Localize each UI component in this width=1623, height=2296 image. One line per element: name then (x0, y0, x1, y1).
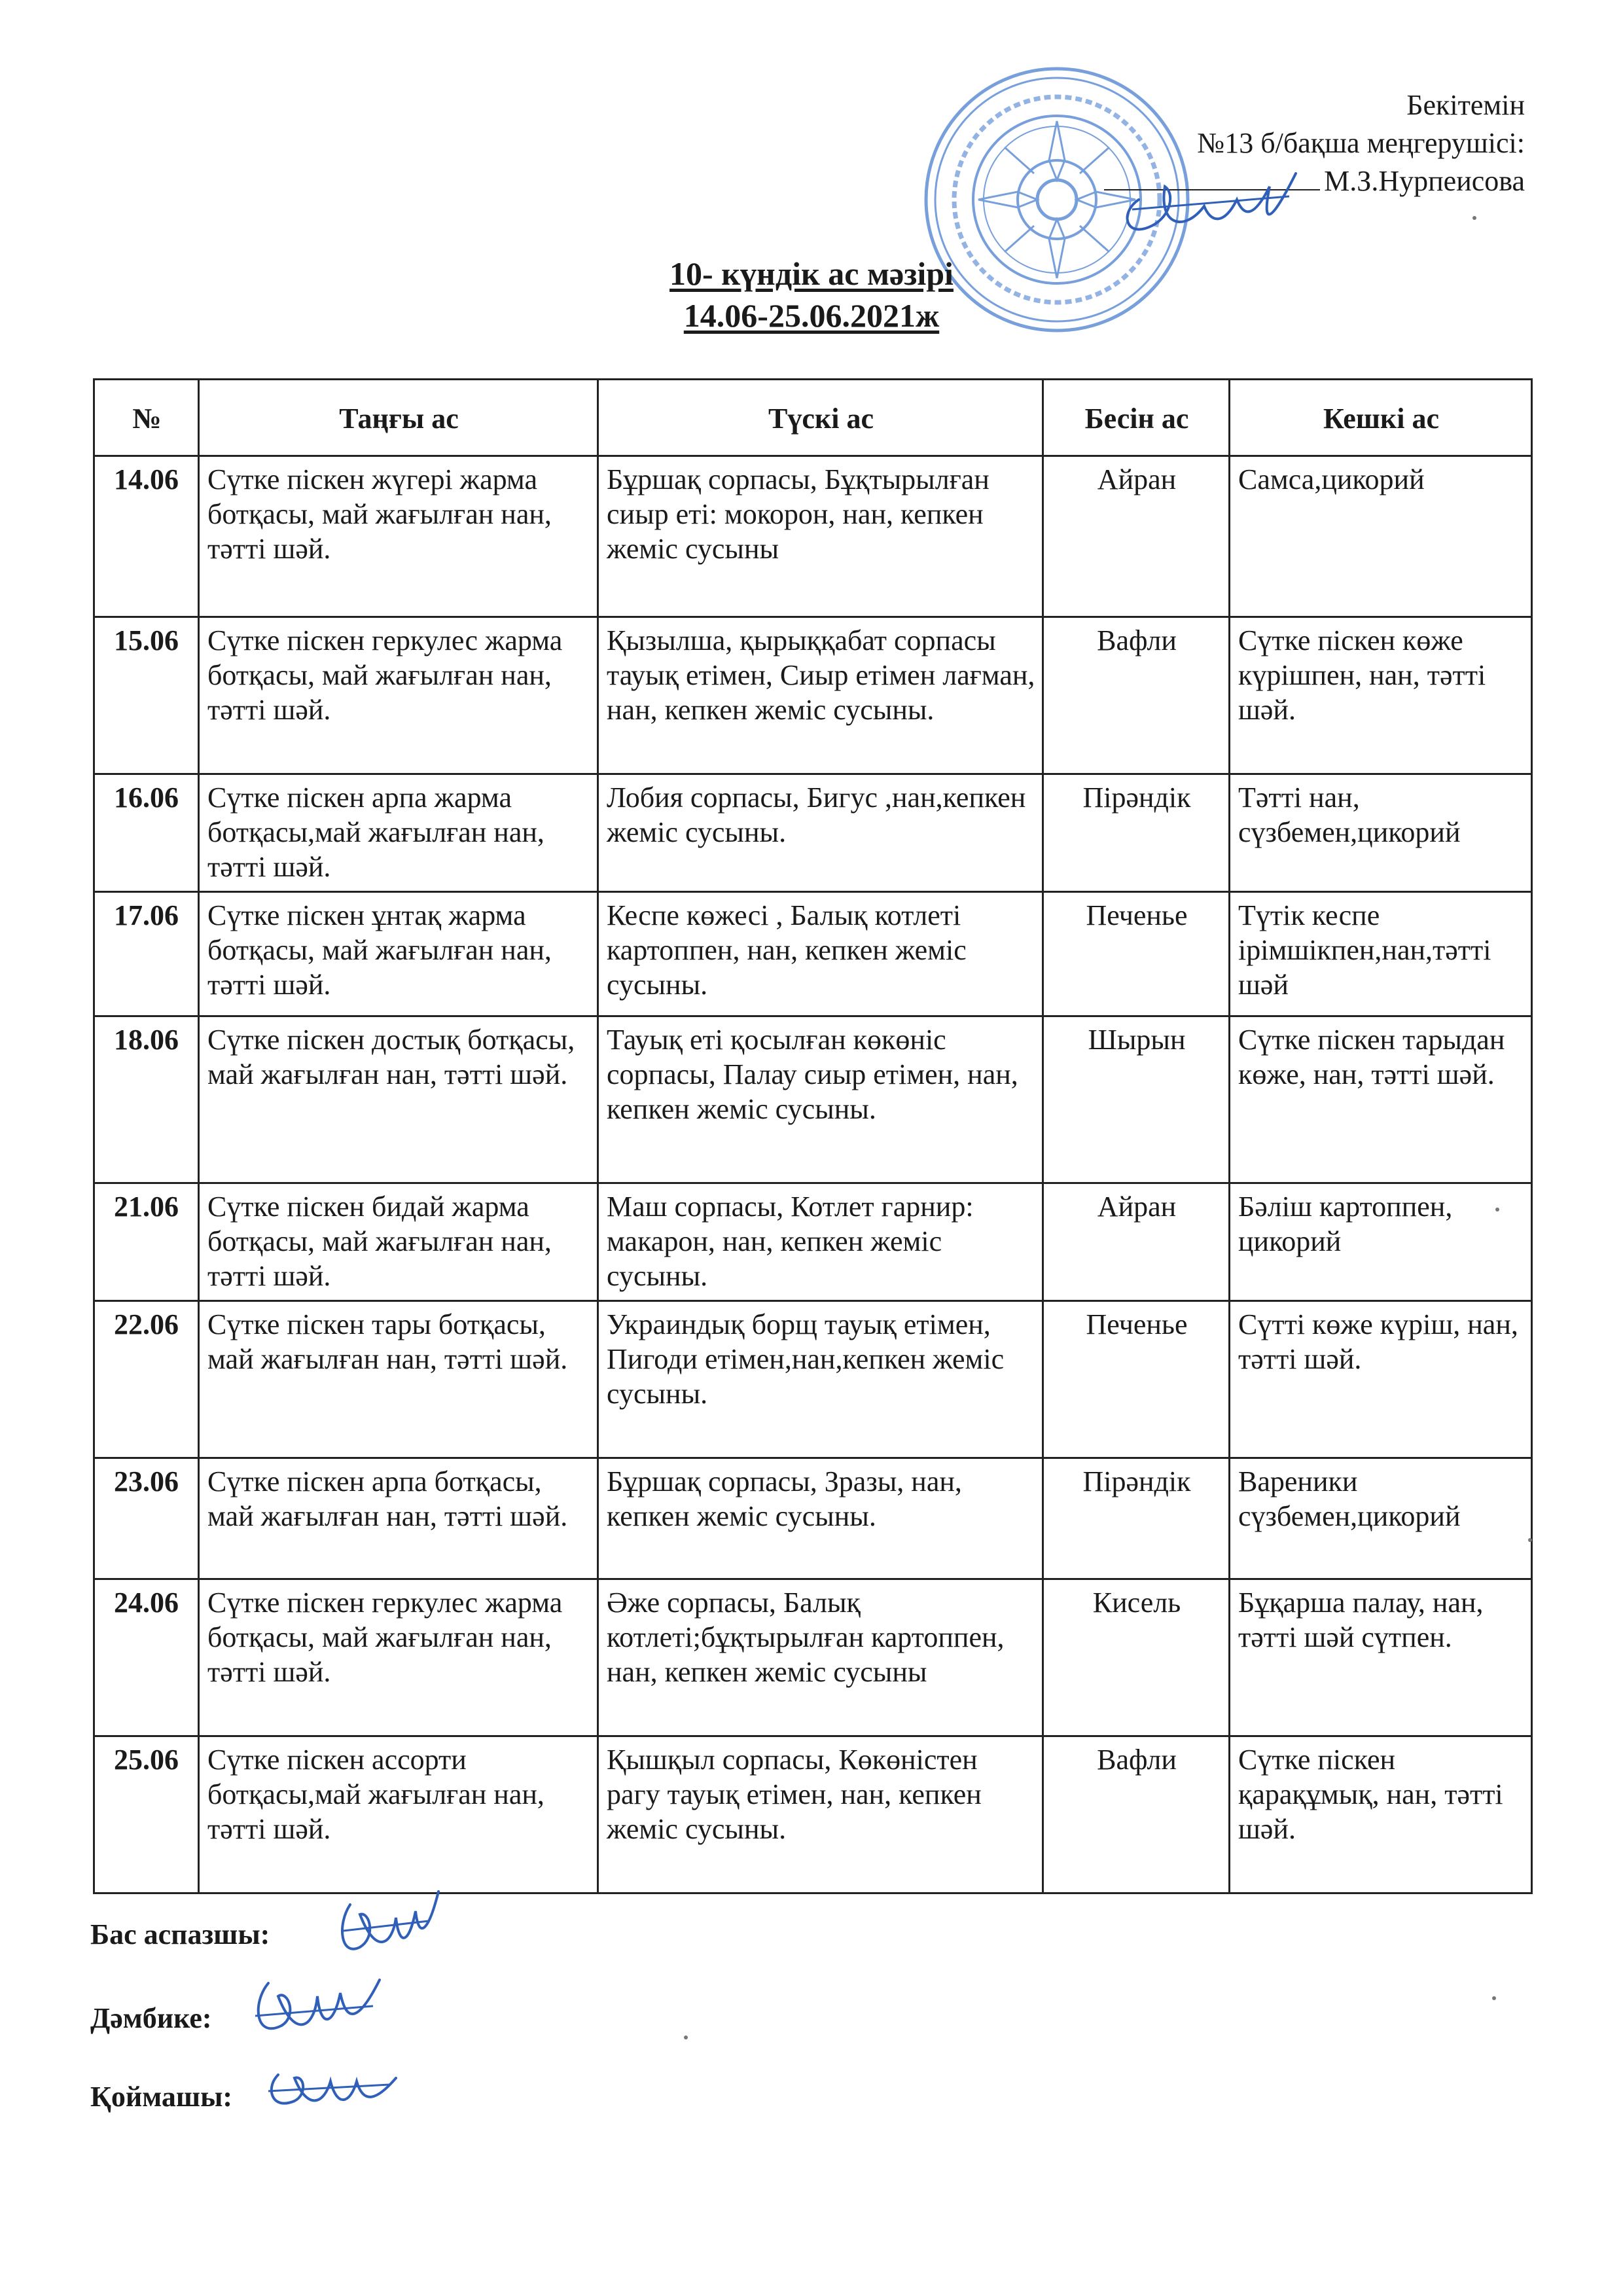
row-dinner: Сүтке піскен көже күрішпен, нан, тәтті шәй. (1230, 617, 1532, 774)
row-lunch: Украиндық борщ тауық етімен, Пигоди етімен,нан,кепкен жеміс сусыны. (598, 1301, 1043, 1458)
row-date: 14.06 (94, 456, 199, 617)
row-snack: Кисель (1043, 1579, 1230, 1736)
scan-speck (1495, 1208, 1499, 1211)
table-row (94, 1301, 1532, 1458)
row-dinner: Сүтті көже күріш, нан, тәтті шәй. (1230, 1301, 1532, 1458)
row-lunch: Қышқыл сорпасы, Көкөністен рагу тауық етімен, нан, кепкен жеміс сусыны. (598, 1736, 1043, 1893)
row-date: 24.06 (94, 1579, 199, 1736)
row-breakfast: Сүтке піскен ассорти ботқасы,май жағылған нан, тәтті шәй. (199, 1736, 598, 1893)
row-snack: Печенье (1043, 1301, 1230, 1458)
table-header-row (94, 380, 1532, 456)
table-row (94, 892, 1532, 1016)
row-breakfast: Сүтке піскен ұнтақ жарма ботқасы, май жағылған нан, тәтті шәй. (199, 892, 598, 1016)
menu-period: 14.06-25.06.2021ж (683, 297, 940, 334)
storekeeper-signature (259, 2055, 402, 2121)
menu-table (93, 378, 1533, 1894)
approval-position: №13 б/бақша меңгерушісі: (1197, 127, 1525, 159)
row-breakfast: Сүтке піскен тары ботқасы, май жағылған нан, тәтті шәй. (199, 1301, 598, 1458)
storekeeper-label: Қоймашы: (90, 2081, 233, 2113)
row-date: 21.06 (94, 1183, 199, 1301)
row-dinner: Бұқарша палау, нан, тәтті шәй сүтпен. (1230, 1579, 1532, 1736)
row-date: 23.06 (94, 1458, 199, 1579)
row-snack: Айран (1043, 1183, 1230, 1301)
scan-speck (1492, 1996, 1496, 2000)
row-breakfast: Сүтке піскен бидай жарма ботқасы, май жағылған нан, тәтті шәй. (199, 1183, 598, 1301)
row-dinner: Тәтті нан, сүзбемен,цикорий (1230, 774, 1532, 892)
header-breakfast: Таңғы ас (199, 380, 598, 456)
row-date: 17.06 (94, 892, 199, 1016)
approver-name: М.З.Нурпеисова (1324, 165, 1525, 197)
row-breakfast: Сүтке піскен геркулес жарма ботқасы, май жағылған нан, тәтті шәй. (199, 1579, 598, 1736)
nurse-signature (242, 1967, 386, 2052)
header-afternoon-snack: Бесін ас (1043, 380, 1230, 456)
scan-speck (1528, 1538, 1532, 1542)
row-date: 22.06 (94, 1301, 199, 1458)
row-date: 18.06 (94, 1016, 199, 1183)
row-lunch: Бұршақ сорпасы, Зразы, нан, кепкен жеміс сусыны. (598, 1458, 1043, 1579)
row-breakfast: Сүтке піскен геркулес жарма ботқасы, май жағылған нан, тәтті шәй. (199, 617, 598, 774)
row-dinner: Түтік кеспе ірімшікпен,нан,тәтті шәй (1230, 892, 1532, 1016)
row-lunch: Маш сорпасы, Котлет гарнир: макарон, нан, кепкен жеміс сусыны. (598, 1183, 1043, 1301)
table-row (94, 1579, 1532, 1736)
approval-title: Бекітемін (1406, 89, 1525, 121)
row-breakfast: Сүтке піскен достық ботқасы, май жағылған нан, тәтті шәй. (199, 1016, 598, 1183)
row-lunch: Бұршақ сорпасы, Бұқтырылған сиыр еті: мокорон, нан, кепкен жеміс сусыны (598, 456, 1043, 617)
row-snack: Печенье (1043, 892, 1230, 1016)
row-dinner: Самса,цикорий (1230, 456, 1532, 617)
row-lunch: Қызылша, қырыққабат сорпасы тауық етімен, Сиыр етімен лағман, нан, кепкен жеміс сусыны. (598, 617, 1043, 774)
row-snack: Вафли (1043, 617, 1230, 774)
row-lunch: Әже сорпасы, Балық котлеті;бұқтырылған картоппен, нан, кепкен жеміс сусыны (598, 1579, 1043, 1736)
row-date: 16.06 (94, 774, 199, 892)
row-dinner: Вареники сүзбемен,цикорий (1230, 1458, 1532, 1579)
table-row (94, 774, 1532, 892)
scan-speck (684, 2036, 688, 2039)
scan-speck (1472, 216, 1476, 220)
chef-signature (330, 1885, 442, 1977)
row-lunch: Кеспе көжесі , Балық котлеті картоппен, нан, кепкен жеміс сусыны. (598, 892, 1043, 1016)
row-lunch: Лобия сорпасы, Бигус ,нан,кепкен жеміс сусыны. (598, 774, 1043, 892)
chef-label: Бас аспазшы: (90, 1918, 270, 1950)
row-lunch: Тауық еті қосылған көкөніс сорпасы, Палау сиыр етімен, нан, кепкен жеміс сусыны. (598, 1016, 1043, 1183)
row-dinner: Сүтке піскен тарыдан көже, нан, тәтті шәй. (1230, 1016, 1532, 1183)
row-breakfast: Сүтке піскен арпа жарма ботқасы,май жағылған нан, тәтті шәй. (199, 774, 598, 892)
row-dinner: Сүтке піскен қарақұмық, нан, тәтті шәй. (1230, 1736, 1532, 1893)
header-number: № (94, 380, 199, 456)
table-row (94, 1016, 1532, 1183)
row-date: 15.06 (94, 617, 199, 774)
director-signature (1113, 160, 1309, 259)
header-lunch: Түскі ас (598, 380, 1043, 456)
table-row (94, 1183, 1532, 1301)
row-snack: Шырын (1043, 1016, 1230, 1183)
row-snack: Айран (1043, 456, 1230, 617)
row-dinner: Бәліш картоппен, цикорий (1230, 1183, 1532, 1301)
row-snack: Пірәндік (1043, 774, 1230, 892)
row-date: 25.06 (94, 1736, 199, 1893)
table-row (94, 617, 1532, 774)
row-snack: Пірәндік (1043, 1458, 1230, 1579)
row-breakfast: Сүтке піскен арпа ботқасы, май жағылған нан, тәтті шәй. (199, 1458, 598, 1579)
menu-title: 10- күндік ас мәзірі (669, 255, 954, 292)
nurse-label: Дәмбике: (90, 2002, 212, 2034)
row-breakfast: Сүтке піскен жүгері жарма ботқасы, май жағылған нан, тәтті шәй. (199, 456, 598, 617)
row-snack: Вафли (1043, 1736, 1230, 1893)
table-row (94, 1736, 1532, 1893)
header-dinner: Кешкі ас (1230, 380, 1532, 456)
table-row (94, 1458, 1532, 1579)
table-row (94, 456, 1532, 617)
